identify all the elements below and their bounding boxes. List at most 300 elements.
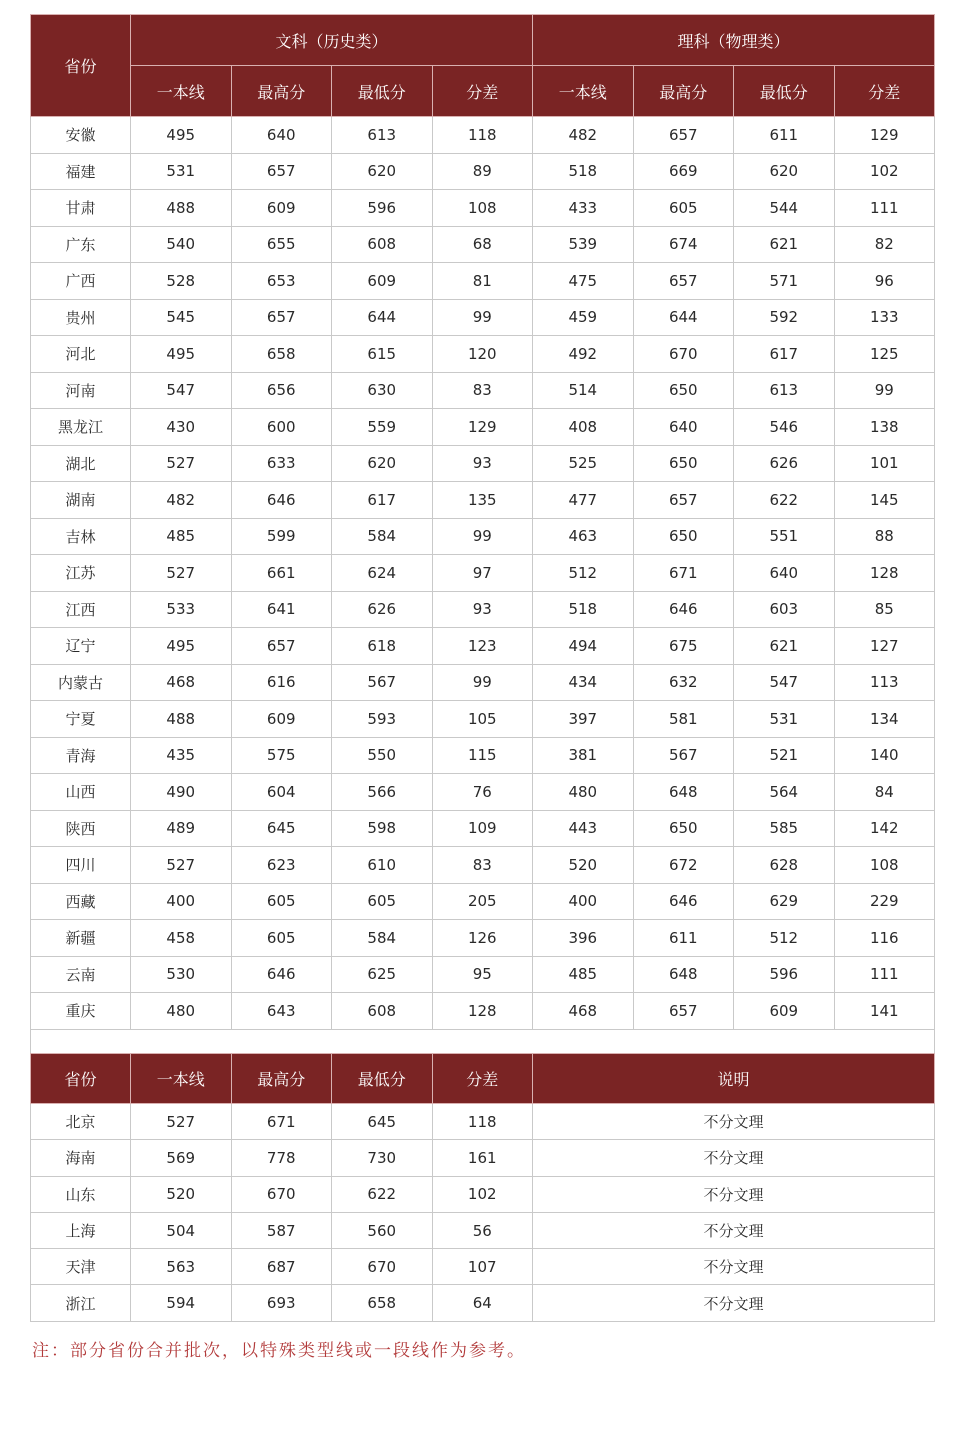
table-row <box>31 628 935 665</box>
value-cell: 608 <box>332 993 433 1030</box>
table-row <box>31 774 935 811</box>
province-cell: 吉林 <box>31 518 131 555</box>
value-cell: 468 <box>131 664 232 701</box>
value-cell: 495 <box>131 336 232 373</box>
value-cell: 674 <box>633 226 734 263</box>
value-cell: 127 <box>834 628 935 665</box>
table-row <box>31 883 935 920</box>
value-cell: 527 <box>131 555 232 592</box>
value-cell: 640 <box>231 117 332 154</box>
value-cell: 518 <box>533 591 634 628</box>
value-cell: 443 <box>533 810 634 847</box>
value-cell: 563 <box>131 1249 232 1285</box>
value-cell: 494 <box>533 628 634 665</box>
column-header: 最低分 <box>332 66 433 117</box>
value-cell: 141 <box>834 993 935 1030</box>
value-cell: 107 <box>432 1249 533 1285</box>
province-cell: 云南 <box>31 956 131 993</box>
value-cell: 109 <box>432 810 533 847</box>
value-cell: 475 <box>533 263 634 300</box>
value-cell: 68 <box>432 226 533 263</box>
value-cell: 140 <box>834 737 935 774</box>
province-cell: 湖南 <box>31 482 131 519</box>
value-cell: 490 <box>131 774 232 811</box>
value-cell: 521 <box>734 737 835 774</box>
value-cell: 不分文理 <box>533 1104 935 1140</box>
header-row <box>31 1054 935 1104</box>
table-row <box>31 920 935 957</box>
value-cell: 657 <box>633 263 734 300</box>
table-row <box>31 445 935 482</box>
value-cell: 514 <box>533 372 634 409</box>
value-cell: 533 <box>131 591 232 628</box>
value-cell: 129 <box>432 409 533 446</box>
value-cell: 396 <box>533 920 634 957</box>
value-cell: 657 <box>633 993 734 1030</box>
main-table-body <box>31 117 935 1055</box>
value-cell: 504 <box>131 1212 232 1248</box>
value-cell: 76 <box>432 774 533 811</box>
column-header: 最高分 <box>633 66 734 117</box>
table-row <box>31 299 935 336</box>
value-cell: 527 <box>131 847 232 884</box>
table-row <box>31 372 935 409</box>
value-cell: 632 <box>633 664 734 701</box>
value-cell: 95 <box>432 956 533 993</box>
value-cell: 613 <box>734 372 835 409</box>
value-cell: 656 <box>231 372 332 409</box>
value-cell: 617 <box>332 482 433 519</box>
value-cell: 644 <box>332 299 433 336</box>
table-row <box>31 117 935 154</box>
column-header: 一本线 <box>131 66 232 117</box>
value-cell: 482 <box>131 482 232 519</box>
value-cell: 564 <box>734 774 835 811</box>
value-cell: 587 <box>231 1212 332 1248</box>
value-cell: 609 <box>231 190 332 227</box>
score-table-no-track <box>30 1053 935 1322</box>
value-cell: 495 <box>131 628 232 665</box>
value-cell: 82 <box>834 226 935 263</box>
value-cell: 633 <box>231 445 332 482</box>
value-cell: 126 <box>432 920 533 957</box>
value-cell: 626 <box>734 445 835 482</box>
value-cell: 657 <box>231 628 332 665</box>
column-header: 最低分 <box>734 66 835 117</box>
value-cell: 83 <box>432 372 533 409</box>
value-cell: 492 <box>533 336 634 373</box>
value-cell: 145 <box>834 482 935 519</box>
value-cell: 650 <box>633 445 734 482</box>
value-cell: 616 <box>231 664 332 701</box>
value-cell: 不分文理 <box>533 1140 935 1176</box>
value-cell: 88 <box>834 518 935 555</box>
value-cell: 115 <box>432 737 533 774</box>
province-cell: 内蒙古 <box>31 664 131 701</box>
table-row <box>31 482 935 519</box>
value-cell: 105 <box>432 701 533 738</box>
value-cell: 672 <box>633 847 734 884</box>
column-header: 最高分 <box>231 1054 332 1104</box>
value-cell: 99 <box>432 299 533 336</box>
value-cell: 546 <box>734 409 835 446</box>
value-cell: 626 <box>332 591 433 628</box>
column-header: 分差 <box>834 66 935 117</box>
province-cell: 黑龙江 <box>31 409 131 446</box>
header-row-subcolumns <box>31 66 935 117</box>
value-cell: 687 <box>231 1249 332 1285</box>
value-cell: 89 <box>432 153 533 190</box>
value-cell: 129 <box>834 117 935 154</box>
value-cell: 468 <box>533 993 634 1030</box>
value-cell: 138 <box>834 409 935 446</box>
province-cell: 山东 <box>31 1176 131 1212</box>
value-cell: 83 <box>432 847 533 884</box>
footnote: 注：部分省份合并批次，以特殊类型线或一段线作为参考。 <box>32 1341 526 1361</box>
province-header: 省份 <box>31 15 131 117</box>
province-cell: 江西 <box>31 591 131 628</box>
value-cell: 567 <box>332 664 433 701</box>
wenke-group-header: 文科（历史类） <box>131 15 533 66</box>
value-cell: 567 <box>633 737 734 774</box>
value-cell: 646 <box>633 883 734 920</box>
column-header: 一本线 <box>533 66 634 117</box>
value-cell: 650 <box>633 372 734 409</box>
province-cell: 河北 <box>31 336 131 373</box>
value-cell: 97 <box>432 555 533 592</box>
value-cell: 670 <box>231 1176 332 1212</box>
value-cell: 547 <box>734 664 835 701</box>
value-cell: 547 <box>131 372 232 409</box>
value-cell: 477 <box>533 482 634 519</box>
value-cell: 102 <box>432 1176 533 1212</box>
value-cell: 539 <box>533 226 634 263</box>
value-cell: 575 <box>231 737 332 774</box>
value-cell: 108 <box>432 190 533 227</box>
value-cell: 118 <box>432 117 533 154</box>
value-cell: 540 <box>131 226 232 263</box>
table-row <box>31 190 935 227</box>
value-cell: 605 <box>332 883 433 920</box>
value-cell: 650 <box>633 810 734 847</box>
value-cell: 581 <box>633 701 734 738</box>
value-cell: 640 <box>633 409 734 446</box>
value-cell: 628 <box>734 847 835 884</box>
value-cell: 489 <box>131 810 232 847</box>
table-row <box>31 336 935 373</box>
value-cell: 778 <box>231 1140 332 1176</box>
value-cell: 480 <box>533 774 634 811</box>
value-cell: 661 <box>231 555 332 592</box>
value-cell: 544 <box>734 190 835 227</box>
value-cell: 671 <box>633 555 734 592</box>
value-cell: 645 <box>231 810 332 847</box>
province-cell: 江苏 <box>31 555 131 592</box>
table-row <box>31 993 935 1030</box>
table-row <box>31 1104 935 1140</box>
value-cell: 64 <box>432 1285 533 1321</box>
value-cell: 133 <box>834 299 935 336</box>
value-cell: 560 <box>332 1212 433 1248</box>
value-cell: 593 <box>332 701 433 738</box>
column-header: 说明 <box>533 1054 935 1104</box>
province-cell: 四川 <box>31 847 131 884</box>
value-cell: 618 <box>332 628 433 665</box>
value-cell: 670 <box>332 1249 433 1285</box>
province-cell: 新疆 <box>31 920 131 957</box>
value-cell: 624 <box>332 555 433 592</box>
value-cell: 545 <box>131 299 232 336</box>
province-cell: 广东 <box>31 226 131 263</box>
value-cell: 559 <box>332 409 433 446</box>
province-cell: 天津 <box>31 1249 131 1285</box>
value-cell: 123 <box>432 628 533 665</box>
value-cell: 125 <box>834 336 935 373</box>
province-cell: 上海 <box>31 1212 131 1248</box>
table-row <box>31 1249 935 1285</box>
value-cell: 629 <box>734 883 835 920</box>
value-cell: 566 <box>332 774 433 811</box>
value-cell: 648 <box>633 956 734 993</box>
value-cell: 不分文理 <box>533 1212 935 1248</box>
value-cell: 397 <box>533 701 634 738</box>
province-cell: 甘肃 <box>31 190 131 227</box>
value-cell: 408 <box>533 409 634 446</box>
value-cell: 不分文理 <box>533 1176 935 1212</box>
value-cell: 648 <box>633 774 734 811</box>
table-spacer <box>31 1029 935 1054</box>
value-cell: 675 <box>633 628 734 665</box>
like-group-header: 理科（物理类） <box>533 15 935 66</box>
province-cell: 山西 <box>31 774 131 811</box>
table-row <box>31 153 935 190</box>
value-cell: 613 <box>332 117 433 154</box>
value-cell: 528 <box>131 263 232 300</box>
value-cell: 435 <box>131 737 232 774</box>
value-cell: 596 <box>332 190 433 227</box>
value-cell: 693 <box>231 1285 332 1321</box>
column-header: 最低分 <box>332 1054 433 1104</box>
table-row <box>31 226 935 263</box>
value-cell: 512 <box>734 920 835 957</box>
column-header: 分差 <box>432 1054 533 1104</box>
value-cell: 102 <box>834 153 935 190</box>
table-row <box>31 1285 935 1321</box>
value-cell: 584 <box>332 920 433 957</box>
value-cell: 480 <box>131 993 232 1030</box>
value-cell: 101 <box>834 445 935 482</box>
province-cell: 贵州 <box>31 299 131 336</box>
value-cell: 142 <box>834 810 935 847</box>
value-cell: 657 <box>231 299 332 336</box>
value-cell: 657 <box>633 482 734 519</box>
value-cell: 530 <box>131 956 232 993</box>
header-row-groups <box>31 15 935 66</box>
value-cell: 730 <box>332 1140 433 1176</box>
value-cell: 571 <box>734 263 835 300</box>
value-cell: 609 <box>231 701 332 738</box>
value-cell: 134 <box>834 701 935 738</box>
value-cell: 96 <box>834 263 935 300</box>
value-cell: 512 <box>533 555 634 592</box>
value-cell: 433 <box>533 190 634 227</box>
value-cell: 646 <box>231 482 332 519</box>
table-row <box>31 263 935 300</box>
value-cell: 531 <box>131 153 232 190</box>
value-cell: 531 <box>734 701 835 738</box>
province-cell: 青海 <box>31 737 131 774</box>
table-row <box>31 956 935 993</box>
table-row <box>31 664 935 701</box>
value-cell: 645 <box>332 1104 433 1140</box>
value-cell: 609 <box>332 263 433 300</box>
value-cell: 120 <box>432 336 533 373</box>
value-cell: 81 <box>432 263 533 300</box>
value-cell: 620 <box>734 153 835 190</box>
value-cell: 603 <box>734 591 835 628</box>
value-cell: 641 <box>231 591 332 628</box>
province-cell: 北京 <box>31 1104 131 1140</box>
value-cell: 434 <box>533 664 634 701</box>
value-cell: 229 <box>834 883 935 920</box>
value-cell: 646 <box>633 591 734 628</box>
province-cell: 浙江 <box>31 1285 131 1321</box>
value-cell: 400 <box>131 883 232 920</box>
table-row <box>31 737 935 774</box>
value-cell: 615 <box>332 336 433 373</box>
table-row <box>31 518 935 555</box>
value-cell: 111 <box>834 190 935 227</box>
value-cell: 135 <box>432 482 533 519</box>
value-cell: 不分文理 <box>533 1249 935 1285</box>
value-cell: 485 <box>131 518 232 555</box>
value-cell: 658 <box>231 336 332 373</box>
province-cell: 湖北 <box>31 445 131 482</box>
value-cell: 670 <box>633 336 734 373</box>
value-cell: 653 <box>231 263 332 300</box>
value-cell: 488 <box>131 701 232 738</box>
province-cell: 广西 <box>31 263 131 300</box>
value-cell: 609 <box>734 993 835 1030</box>
value-cell: 599 <box>231 518 332 555</box>
province-cell: 西藏 <box>31 883 131 920</box>
value-cell: 625 <box>332 956 433 993</box>
value-cell: 605 <box>231 920 332 957</box>
value-cell: 657 <box>633 117 734 154</box>
column-header: 一本线 <box>131 1054 232 1104</box>
value-cell: 99 <box>432 664 533 701</box>
value-cell: 84 <box>834 774 935 811</box>
value-cell: 605 <box>633 190 734 227</box>
value-cell: 620 <box>332 445 433 482</box>
column-header: 分差 <box>432 66 533 117</box>
value-cell: 56 <box>432 1212 533 1248</box>
value-cell: 128 <box>834 555 935 592</box>
value-cell: 621 <box>734 628 835 665</box>
value-cell: 657 <box>231 153 332 190</box>
value-cell: 620 <box>332 153 433 190</box>
value-cell: 不分文理 <box>533 1285 935 1321</box>
value-cell: 381 <box>533 737 634 774</box>
value-cell: 108 <box>834 847 935 884</box>
value-cell: 596 <box>734 956 835 993</box>
province-cell: 海南 <box>31 1140 131 1176</box>
table-row <box>31 591 935 628</box>
value-cell: 463 <box>533 518 634 555</box>
value-cell: 161 <box>432 1140 533 1176</box>
value-cell: 99 <box>834 372 935 409</box>
value-cell: 611 <box>633 920 734 957</box>
value-cell: 525 <box>533 445 634 482</box>
value-cell: 585 <box>734 810 835 847</box>
table-row <box>31 555 935 592</box>
value-cell: 488 <box>131 190 232 227</box>
value-cell: 85 <box>834 591 935 628</box>
second-table-body <box>31 1104 935 1322</box>
value-cell: 604 <box>231 774 332 811</box>
value-cell: 584 <box>332 518 433 555</box>
value-cell: 611 <box>734 117 835 154</box>
value-cell: 93 <box>432 445 533 482</box>
value-cell: 592 <box>734 299 835 336</box>
value-cell: 485 <box>533 956 634 993</box>
value-cell: 430 <box>131 409 232 446</box>
value-cell: 93 <box>432 591 533 628</box>
value-cell: 655 <box>231 226 332 263</box>
value-cell: 520 <box>533 847 634 884</box>
province-cell: 河南 <box>31 372 131 409</box>
value-cell: 495 <box>131 117 232 154</box>
value-cell: 482 <box>533 117 634 154</box>
province-cell: 重庆 <box>31 993 131 1030</box>
table-row <box>31 409 935 446</box>
value-cell: 458 <box>131 920 232 957</box>
value-cell: 520 <box>131 1176 232 1212</box>
value-cell: 598 <box>332 810 433 847</box>
value-cell: 621 <box>734 226 835 263</box>
value-cell: 116 <box>834 920 935 957</box>
value-cell: 459 <box>533 299 634 336</box>
province-cell: 辽宁 <box>31 628 131 665</box>
score-table-by-track <box>30 14 935 1055</box>
table-row <box>31 701 935 738</box>
value-cell: 643 <box>231 993 332 1030</box>
value-cell: 118 <box>432 1104 533 1140</box>
value-cell: 527 <box>131 1104 232 1140</box>
spacer-cell <box>31 1029 935 1054</box>
value-cell: 551 <box>734 518 835 555</box>
value-cell: 605 <box>231 883 332 920</box>
value-cell: 658 <box>332 1285 433 1321</box>
value-cell: 650 <box>633 518 734 555</box>
value-cell: 610 <box>332 847 433 884</box>
column-header: 最高分 <box>231 66 332 117</box>
value-cell: 622 <box>332 1176 433 1212</box>
value-cell: 646 <box>231 956 332 993</box>
value-cell: 205 <box>432 883 533 920</box>
value-cell: 569 <box>131 1140 232 1176</box>
value-cell: 99 <box>432 518 533 555</box>
table-row <box>31 1176 935 1212</box>
value-cell: 113 <box>834 664 935 701</box>
value-cell: 600 <box>231 409 332 446</box>
value-cell: 518 <box>533 153 634 190</box>
province-cell: 宁夏 <box>31 701 131 738</box>
table-row <box>31 1140 935 1176</box>
table-row <box>31 847 935 884</box>
value-cell: 622 <box>734 482 835 519</box>
value-cell: 400 <box>533 883 634 920</box>
